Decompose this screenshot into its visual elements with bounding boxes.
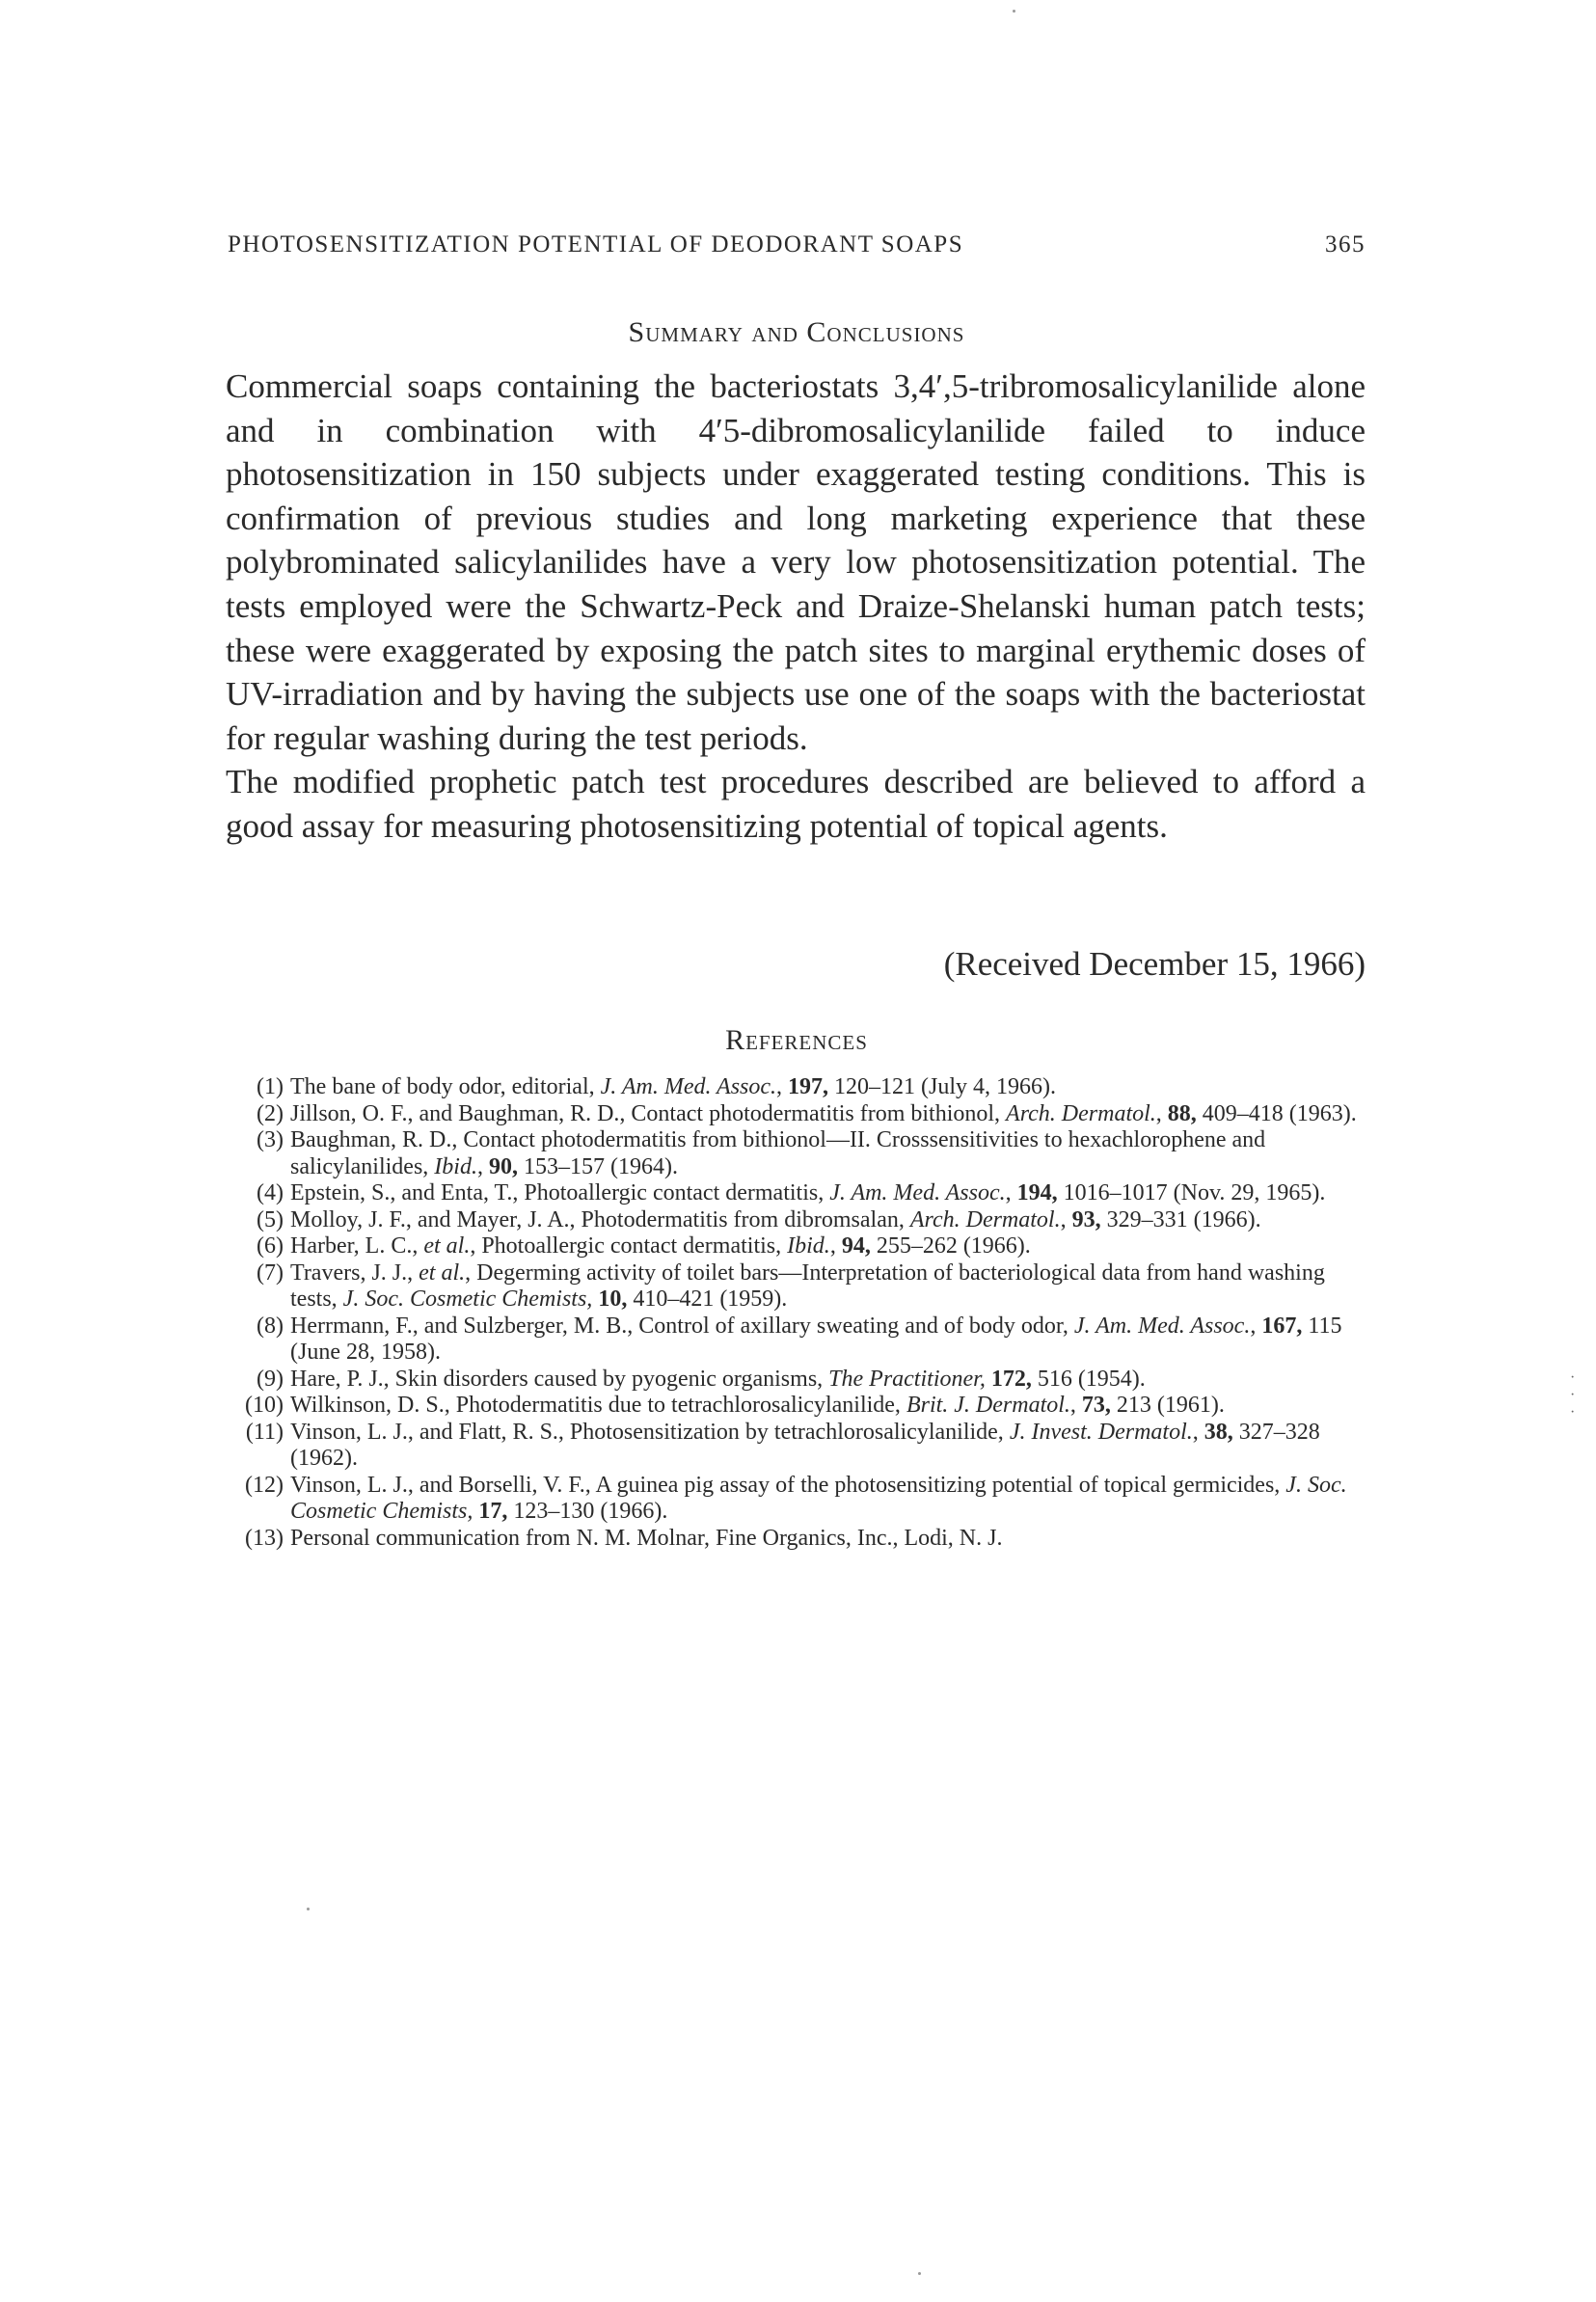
reference-item (228, 1207, 1366, 1234)
summary-paragraph: Commercial soaps containing the bacteriostats 3,4′,5-tribromosalicylanilide alone and in combination with 4′5-dibromosalicylanilide failed to induce photosensitization in 150 subjects under exaggerated testing conditions. This is confirmation of previous studies and long marketing experience that these polybrominated salicylanilides have a very low photosensitization potential. The tests employed were the Schwartz-Peck and Draize-Shelanski human patch tests; these were exaggerated by exposing the patch sites to marginal erythemic doses of UV-irradiation and by having the subjects use one of the soaps with the bacteriostat for regular washing during the test periods. (226, 367, 1366, 757)
reference-item (228, 1180, 1366, 1207)
reference-number: (6) (257, 1233, 284, 1259)
reference-text: Jillson, O. F., and Baughman, R. D., Contact photodermatitis from bithionol, Arch. Dermatol., 88, 409–418 (1963). (290, 1100, 1357, 1126)
reference-item (228, 1393, 1366, 1420)
reference-item (228, 1233, 1366, 1260)
reference-text: Vinson, L. J., and Borselli, V. F., A guinea pig assay of the photosensitizing potential of topical germicides, J. Soc. Cosmetic Chemists, 17, 123–130 (1966). (290, 1472, 1347, 1524)
reference-text: Herrmann, F., and Sulzberger, M. B., Control of axillary sweating and of body odor, J. Am. Med. Assoc., 167, 115 (June 28, 1958). (290, 1313, 1342, 1365)
reference-number: (11) (245, 1419, 284, 1445)
reference-number: (9) (257, 1366, 284, 1392)
reference-text: Epstein, S., and Enta, T., Photoallergic contact dermatitis, J. Am. Med. Assoc., 194, 1016–1017 (Nov. 29, 1965). (290, 1180, 1326, 1205)
reference-text: Harber, L. C., et al., Photoallergic contact dermatitis, Ibid., 94, 255–262 (1966). (290, 1233, 1031, 1259)
margin-mark: · · · (1570, 1369, 1576, 1421)
reference-number: (5) (257, 1206, 284, 1232)
running-title: PHOTOSENSITIZATION POTENTIAL OF DEODORANT SOAPS (228, 231, 964, 257)
reference-number: (3) (257, 1127, 284, 1152)
page-number: 365 (1325, 231, 1366, 257)
reference-item (228, 1313, 1366, 1367)
reference-text: Baughman, R. D., Contact photodermatitis from bithionol—II. Crosssensitivities to hexachlorophene and salicylanilides, Ibid., 90, 153–157 (1964). (290, 1127, 1266, 1179)
reference-number: (1) (257, 1074, 284, 1099)
reference-item (228, 1526, 1366, 1553)
reference-item (228, 1260, 1366, 1313)
reference-text: The bane of body odor, editorial, J. Am. Med. Assoc., 197, 120–121 (July 4, 1966). (290, 1074, 1057, 1099)
reference-number: (12) (245, 1472, 284, 1498)
scan-speck (918, 2272, 921, 2275)
references-heading: References (725, 1024, 868, 1056)
reference-number: (4) (257, 1180, 284, 1205)
reference-number: (13) (245, 1525, 284, 1551)
references-list (228, 1074, 1366, 1552)
reference-number: (2) (257, 1100, 284, 1126)
reference-text: Personal communication from N. M. Molnar, Fine Organics, Inc., Lodi, N. J. (290, 1525, 1003, 1551)
reference-text: Travers, J. J., et al., Degerming activity of toilet bars—Interpretation of bacteriological data from hand washing tests, J. Soc. Cosmetic Chemists, 10, 410–421 (1959). (290, 1259, 1325, 1312)
summary-heading: Summary and Conclusions (628, 316, 965, 348)
reference-item (228, 1420, 1366, 1473)
summary-body (226, 365, 1366, 849)
received-date: (Received December 15, 1966) (943, 945, 1366, 983)
reference-number: (8) (257, 1313, 284, 1339)
scan-speck (307, 1908, 310, 1910)
reference-item (228, 1473, 1366, 1526)
reference-item (228, 1127, 1366, 1180)
reference-text: Wilkinson, D. S., Photodermatitis due to tetrachlorosalicylanilide, Brit. J. Dermatol., 73, 213 (1961). (290, 1393, 1225, 1418)
reference-text: Hare, P. J., Skin disorders caused by pyogenic organisms, The Practitioner, 172, 516 (1954). (290, 1366, 1146, 1392)
reference-text: Molloy, J. F., and Mayer, J. A., Photodermatitis from dibromsalan, Arch. Dermatol., 93, 329–331 (1966). (290, 1206, 1261, 1232)
reference-number: (7) (257, 1259, 284, 1286)
scan-speck (1013, 10, 1015, 13)
reference-text: Vinson, L. J., and Flatt, R. S., Photosensitization by tetrachlorosalicylanilide, J. Invest. Dermatol., 38, 327–328 (1962). (290, 1419, 1320, 1471)
reference-item (228, 1101, 1366, 1128)
summary-paragraph: The modified prophetic patch test procedures described are believed to afford a good assay for measuring photosensitizing potential of topical agents. (226, 763, 1366, 845)
reference-item (228, 1367, 1366, 1394)
reference-number: (10) (245, 1393, 284, 1418)
running-header (228, 231, 1366, 270)
reference-item (228, 1074, 1366, 1101)
